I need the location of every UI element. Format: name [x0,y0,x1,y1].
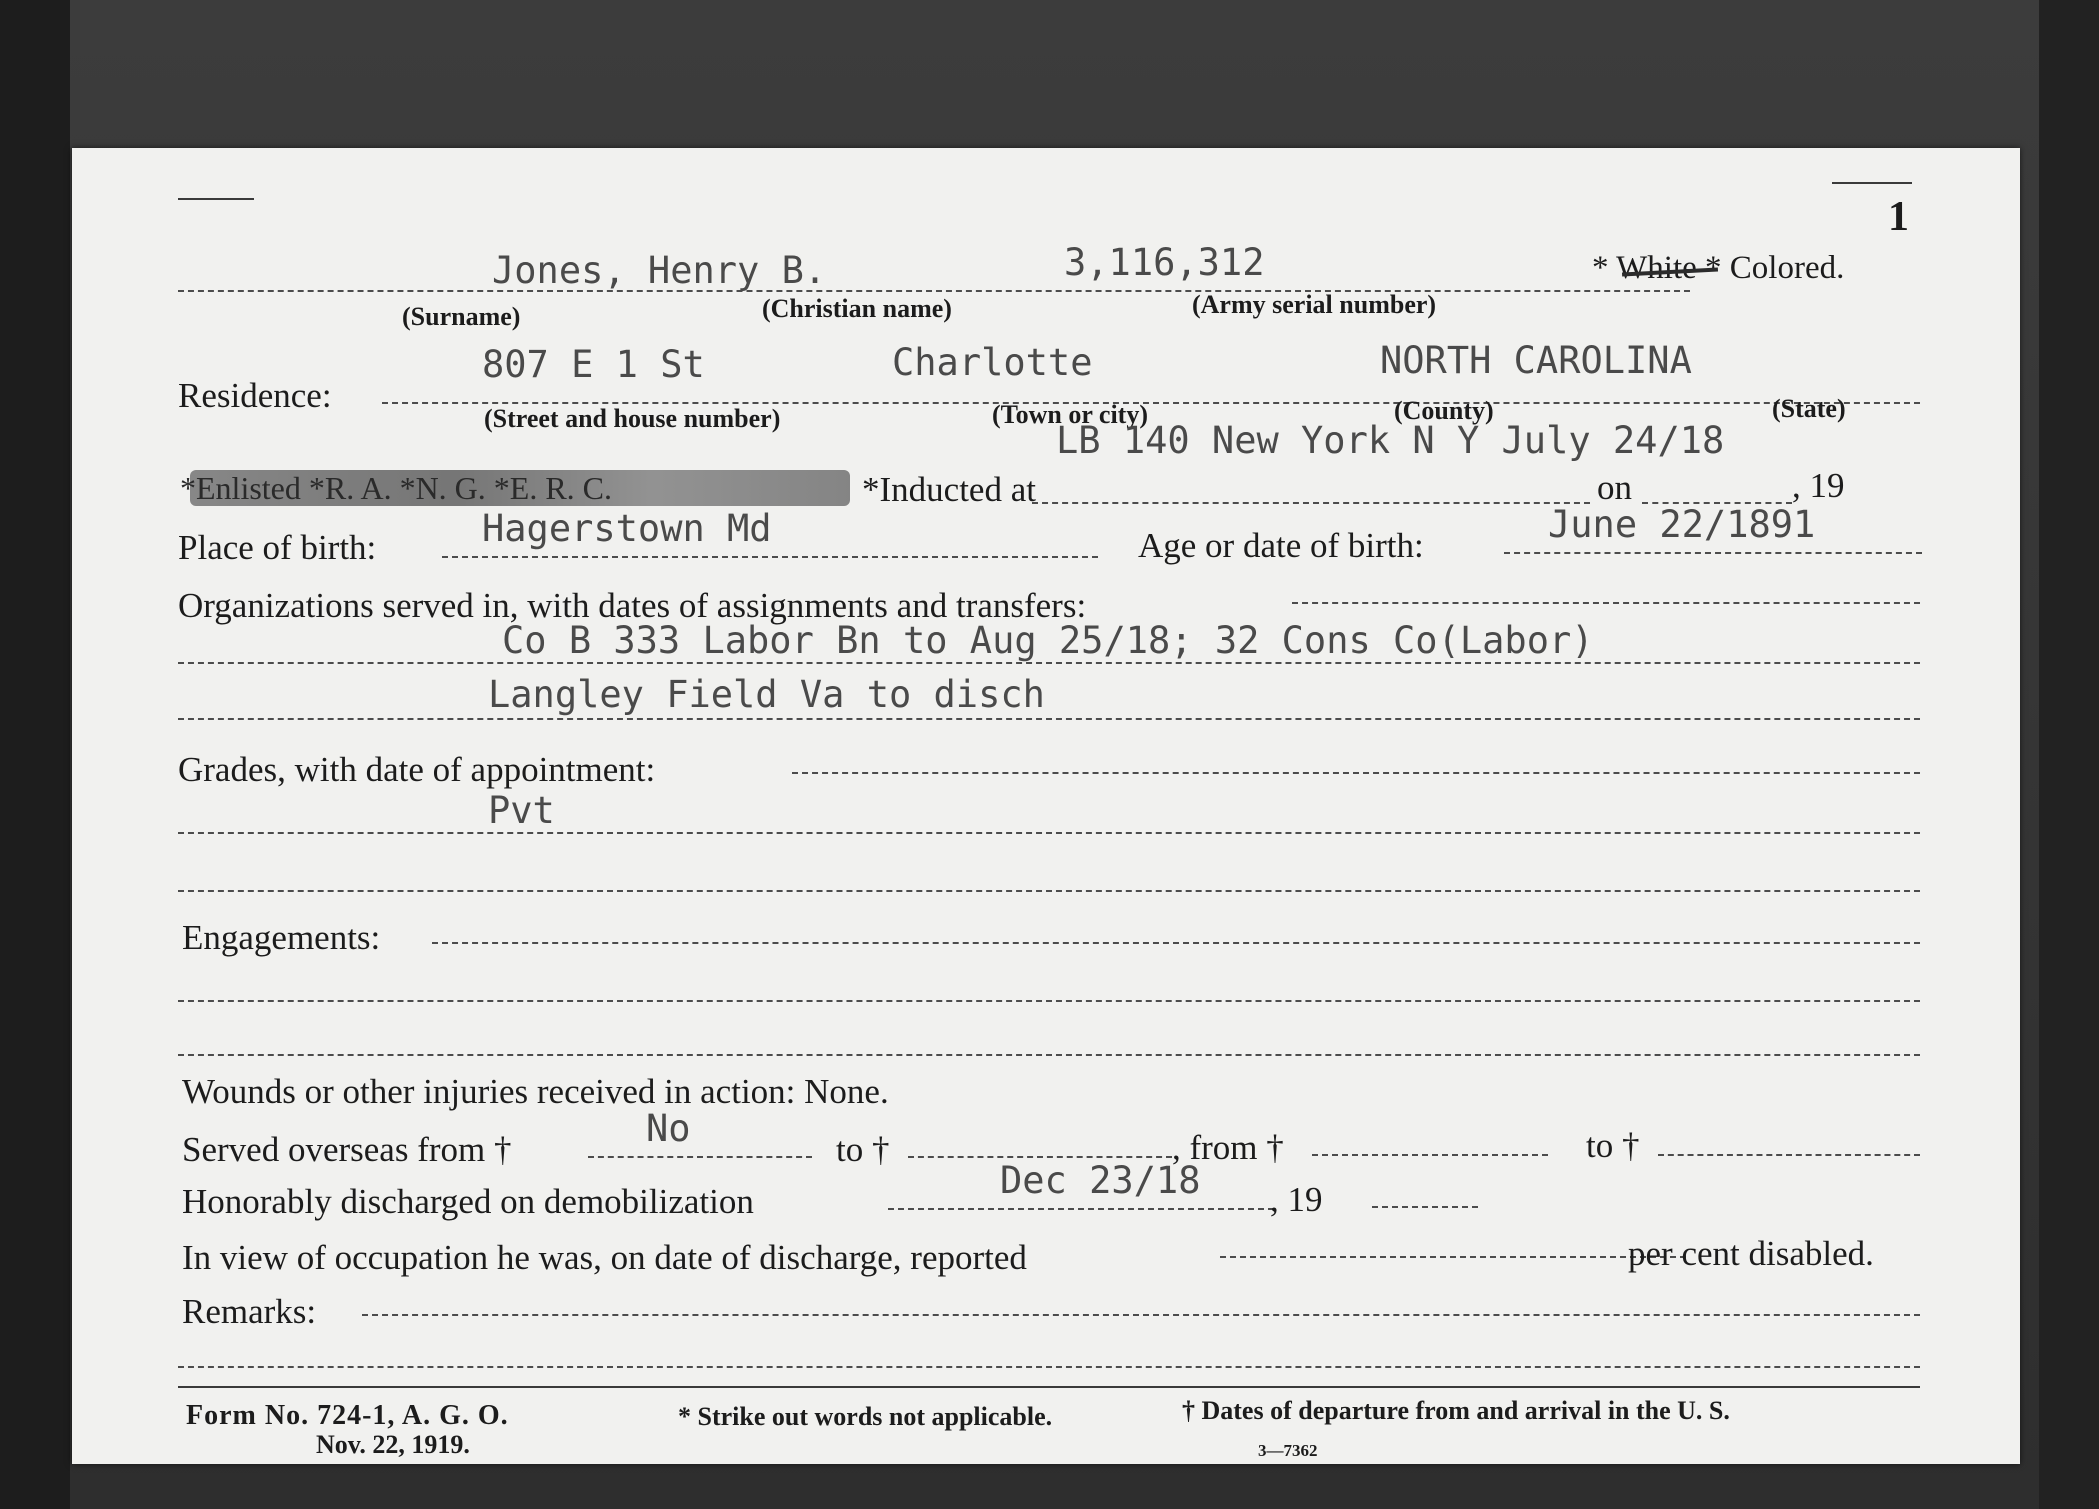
occupation-line [1220,1256,1686,1258]
county-caption: (County) [1394,396,1494,425]
christian-name-caption: (Christian name) [762,294,952,323]
remarks-label: Remarks: [182,1292,317,1331]
organizations-line-2 [178,662,1920,664]
engagements-line-1 [432,942,1920,944]
organizations-line-1 [1292,602,1920,604]
age-label: Age or date of birth: [1138,526,1424,565]
town-entry: Charlotte [892,341,1093,384]
birth-date-entry: June 22/1891 [1548,503,1816,546]
service-record-card [72,148,2020,1464]
form-number: Form No. 724-1, A. G. O. [186,1400,509,1431]
remarks-line-1 [362,1314,1920,1316]
street-entry: 807 E 1 St [482,343,705,386]
inducted-at-label: *Inducted at [862,470,1036,509]
serial-number-entry: 3,116,312 [1064,241,1265,284]
state-caption: (State) [1772,394,1846,423]
print-code: 3—7362 [1258,1441,1318,1460]
place-of-birth-label: Place of birth: [178,528,377,567]
wounds-label: Wounds or other injuries received in action: None. [182,1072,889,1111]
overseas-label: Served overseas from † [182,1130,512,1169]
grades-line-2 [178,832,1920,834]
birthplace-entry: Hagerstown Md [482,507,772,550]
return-from-line [1312,1154,1548,1156]
return-to-label: to † [1586,1126,1640,1165]
engagements-label: Engagements: [182,918,381,957]
enlisted-options: *Enlisted *R. A. *N. G. *E. R. C. [180,470,613,506]
grades-label: Grades, with date of appointment: [178,750,656,789]
name-entry: Jones, Henry B. [492,249,827,292]
overseas-from-line [588,1156,812,1158]
remarks-line-2 [178,1366,1920,1368]
return-to-line [1658,1154,1920,1156]
engagements-line-3 [178,1054,1920,1056]
birthplace-line [442,556,1098,558]
induction-entry: LB 140 New York N Y July 24/18 [1056,419,1725,462]
top-left-rule [178,198,254,200]
occupation-label: In view of occupation he was, on date of discharge, reported [182,1238,1027,1277]
street-caption: (Street and house number) [484,404,781,433]
discharge-date-entry: Dec 23/18 [1000,1159,1201,1202]
color-options: * White * Colored. [1592,250,1845,286]
inducted-year-label: , 19 [1792,466,1845,505]
residence-label: Residence: [178,376,332,415]
strike-out-note: * Strike out words not applicable. [678,1402,1053,1431]
overseas-from-entry: No [646,1107,691,1150]
serial-caption: (Army serial number) [1192,290,1437,319]
discharged-label: Honorably discharged on demobilization [182,1182,754,1221]
discharge-year-line [1372,1206,1478,1208]
organizations-line-3 [178,718,1920,720]
name-line [178,290,1690,292]
scan-left-edge [0,0,70,1509]
grades-line-3 [178,890,1920,892]
overseas-to-line [908,1156,1172,1158]
scan-right-edge [2039,0,2099,1509]
on-label: on [1597,468,1632,507]
organization-entry-2: Langley Field Va to disch [488,673,1045,716]
engagements-line-2 [178,1000,1920,1002]
footer-rule [178,1386,1920,1388]
grade-entry: Pvt [488,789,555,832]
state-entry: NORTH CAROLINA [1380,339,1692,382]
organization-entry-1: Co B 333 Labor Bn to Aug 25/18; 32 Cons Co(Labor) [502,619,1594,662]
organizations-label: Organizations served in, with dates of assignments and transfers: [178,586,1087,625]
top-right-rule [1832,182,1912,184]
discharge-line [888,1208,1274,1210]
dates-note: † Dates of departure from and arrival in the U. S. [1182,1396,1730,1425]
return-from-label: , from † [1172,1128,1284,1167]
card-number: 1 [1888,194,1909,240]
form-date: Nov. 22, 1919. [316,1430,470,1459]
discharge-year-label: , 19 [1270,1180,1323,1219]
grades-line-1 [792,772,1920,774]
birth-date-line [1504,552,1922,554]
disabled-label: per cent disabled. [1628,1234,1874,1273]
inducted-line [1032,502,1590,504]
overseas-to-label: to † [836,1130,890,1169]
town-caption: (Town or city) [992,400,1148,429]
surname-caption: (Surname) [402,302,521,331]
